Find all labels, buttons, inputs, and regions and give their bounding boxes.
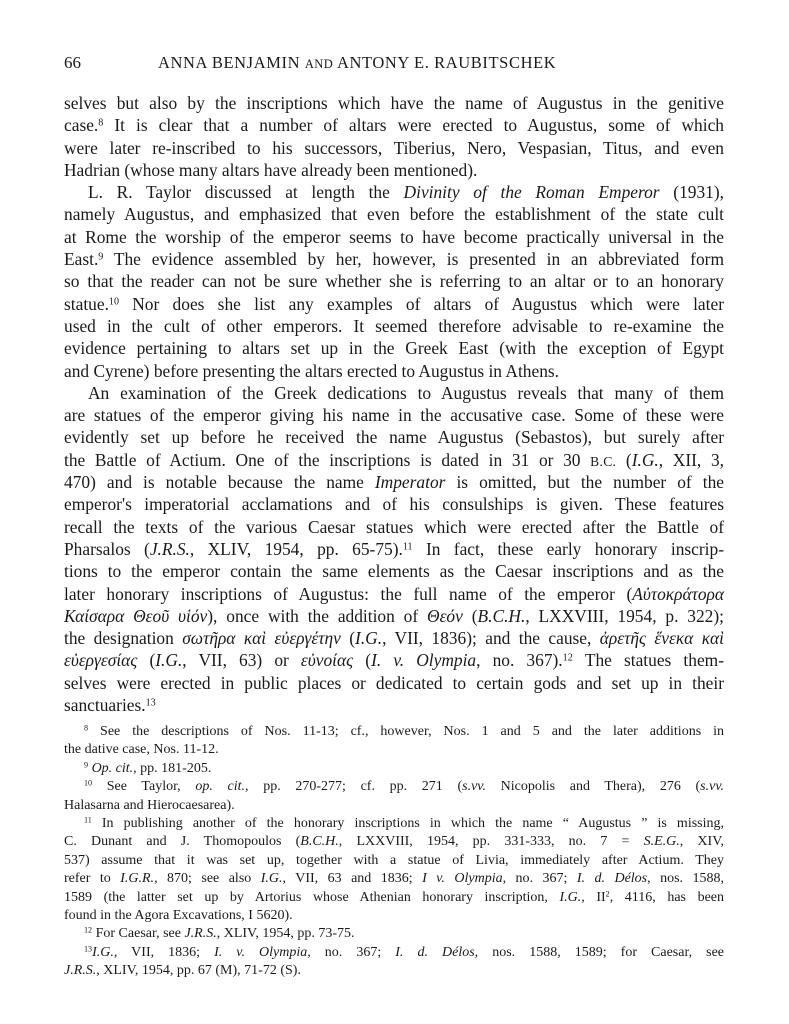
greek-text: Θεόν — [427, 605, 463, 626]
greek-text: εὐεργεσίας — [64, 650, 138, 671]
page-number: 66 — [64, 53, 81, 72]
footnote-ref[interactable]: 11 — [402, 541, 413, 553]
footnote-12: $^{12}$ For Caesar, see J.R.S., XLIV, 1954, pp. 73-75. — [84, 925, 355, 942]
text-line: so that the reader can not be sure whether she is referring to an altar or to an honorary — [64, 271, 724, 292]
text-line: εὐεργεσίας (I.G., VII, 63) or εὐνοίας (I. v. Olympia, no. 367).$^{12}$ The statues them- — [64, 650, 724, 671]
text-line: at Rome the worship of the emperor seems to have become practically universal in the — [64, 226, 724, 247]
text-line: tions to the emperor contain the same elements as the Caesar inscriptions and as the — [64, 561, 724, 582]
running-header — [64, 53, 724, 77]
running-head-authors: ANNA BENJAMIN AND ANTONY E. RAUBITSCHEK — [158, 53, 557, 72]
footnote-11-cont: refer to I.G.R., 870; see also I.G., VII, 63 and 1836; I v. Olympia, no. 367; I. d. Délos, nos. 1588, — [64, 871, 724, 887]
greek-text: εὐνοίας — [300, 650, 354, 671]
text-line: were later re-inscribed to his successors, Tiberius, Nero, Vespasian, Titus, and even — [64, 137, 724, 158]
text-line: statue.$^{10}$ Nor does she list any examples of altars of Augustus which were later — [64, 293, 724, 314]
text-line: the designation σωτῆρα καὶ εὐεργέτην (I.G., VII, 1836); and the cause, ἀρετῆς ἕνεκα καὶ — [64, 628, 725, 649]
text-line: selves were erected in public places or dedicated to certain gods and set up in their — [64, 672, 724, 693]
footnotes — [64, 723, 724, 980]
footnote-11-cont: C. Dunant and J. Thomopoulos (B.C.H., LXXVIII, 1954, pp. 331-333, no. 7 = S.E.G., XIV, — [64, 834, 724, 850]
greek-text: Αὐτοκράτορα — [632, 583, 724, 604]
text-line: evidently set up before he received the name Augustus (Sebastos), but surely after — [64, 427, 724, 448]
book-title: Divinity of the Roman Emperor — [403, 182, 660, 203]
greek-text: Καίσαρα Θεοῦ υἱόν — [64, 605, 208, 626]
text-line: Hadrian (whose many altars have already been mentioned). — [64, 159, 478, 180]
text-line: are statues of the emperor giving his name in the accusative case. Some of these were — [64, 405, 724, 426]
footnote-11-cont: found in the Agora Excavations, I 5620). — [64, 907, 293, 923]
text-line: East.$^9$ The evidence assembled by her, however, is presented in an abbreviated form — [64, 249, 724, 270]
footnote-8-cont: the dative case, Nos. 11-12. — [64, 742, 219, 758]
footnote-10: $^{10}$ See Taylor, op. cit., pp. 270-277; cf. pp. 271 (s.vv. Nicopolis and Thera), 276 (s.vv. — [84, 778, 725, 795]
text-line: namely Augustus, and emphasized that even before the establishment of the state cult — [64, 204, 724, 225]
text-line: sanctuaries.$^{13}$ — [64, 695, 156, 716]
text-line: evidence pertaining to altars set up in the Greek East (with the exception of Egypt — [64, 338, 724, 359]
text-line: L. R. Taylor discussed at length the Divinity of the Roman Emperor (1931), — [88, 182, 724, 203]
greek-text: σωτῆρα καὶ εὐεργέτην — [182, 628, 341, 649]
text-line: recall the texts of the various Caesar statues which were erected after the Battle of — [64, 516, 724, 537]
text-line: selves but also by the inscriptions which have the name of Augustus in the genitive — [64, 93, 724, 113]
text-line: and Cyrene) before presenting the altars erected to Augustus in Athens. — [64, 360, 560, 381]
footnote-9: $^9$ Op. cit., pp. 181-205. — [84, 760, 212, 776]
text-line: 470) and is notable because the name Imperator is omitted, but the number of the — [64, 472, 724, 493]
main-text — [64, 92, 724, 716]
footnote-ref[interactable]: 13 — [145, 697, 156, 709]
footnote-13-cont: J.R.S., XLIV, 1954, pp. 67 (M), 71-72 (S). — [64, 963, 301, 979]
footnote-8: $^8$ See the descriptions of Nos. 11-13; cf., however, Nos. 1 and 5 and the later additions in — [84, 723, 724, 739]
greek-text: ἀρετῆς ἕνεκα καὶ — [599, 628, 725, 649]
text-line: An examination of the Greek dedications to Augustus reveals that many of them — [88, 382, 724, 403]
footnote-11-cont: 1589 (the latter set up by Artorius whose Athenian honorary inscription, I.G., $II^2$, 4116, has been — [64, 889, 724, 905]
text-line: used in the cult of other emperors. It seemed therefore advisable to re-examine the — [64, 315, 724, 336]
text-line: case.$^8$ It is clear that a number of altars were erected to Augustus, some of which — [64, 115, 724, 136]
footnote-13: $^{13}$I.G., VII, 1836; I. v. Olympia, no. 367; I. d. Délos, nos. 1588, 1589; for Caesar, see — [84, 944, 724, 960]
text-line: Pharsalos (J.R.S., XLIV, 1954, pp. 65-75).$^{11}$ In fact, these early honorary inscrip- — [64, 538, 724, 559]
footnote-11: $^{11}$ In publishing another of the honorary inscriptions in which the name “ Augustus ” is missing, — [84, 815, 724, 831]
text-line: later honorary inscriptions of Augustus: the full name of the emperor (Αὐτοκράτορα — [64, 583, 724, 604]
footnote-11-cont: 537) assume that it was set up, together with a statue of Livia, immediately after Actium. They — [64, 852, 724, 868]
text-line: Καίσαρα Θεοῦ υἱόν), once with the addition of Θεόν (B.C.H., LXXVIII, 1954, p. 322); — [64, 605, 724, 626]
footnote-10-cont: Halasarna and Hierocaesarea). — [64, 797, 235, 813]
footnote-ref[interactable]: 10 — [108, 296, 119, 308]
footnote-ref[interactable]: 12 — [562, 652, 573, 664]
text-line: emperor's imperatorial acclamations and of his consulships is given. These features — [64, 494, 724, 515]
text-line: the Battle of Actium. One of the inscriptions is dated in 31 or 30 B.C. (I.G., XII, 3, — [64, 449, 724, 470]
footnote-ref[interactable]: 8 — [98, 117, 104, 129]
footnote-ref[interactable]: 9 — [98, 251, 104, 263]
